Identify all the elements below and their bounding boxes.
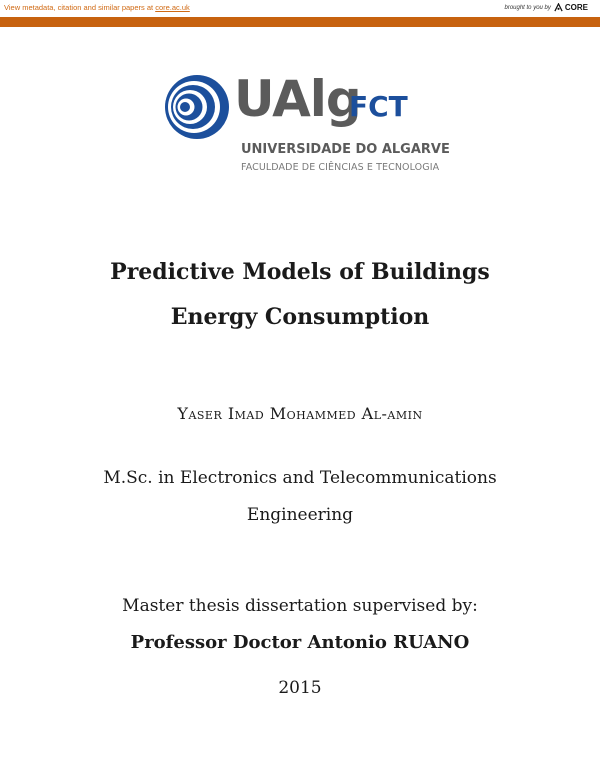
degree-line-2: Engineering (246, 505, 354, 525)
university-logo (164, 70, 450, 178)
author-name: Yaser Imad Mohammed Al-amin (177, 404, 423, 423)
thesis-title-line-1: Predictive Models of Buildings (110, 259, 490, 285)
thesis-title-line-2: Energy Consumption (170, 304, 430, 330)
degree-line-1: M.Sc. in Electronics and Telecommunications (103, 468, 497, 488)
core-logo[interactable] (554, 3, 588, 12)
core-metadata-link[interactable] (4, 3, 190, 12)
brought-to-you-by[interactable] (505, 3, 589, 12)
core-link-prefix: View metadata, citation and similar papers at (4, 3, 156, 12)
logo-university-name: UNIVERSIDADE DO ALGARVE (241, 142, 450, 157)
logo-ualg-text: UAlg (234, 70, 361, 128)
supervisor-name: Professor Doctor Antonio RUANO (130, 632, 470, 653)
ualg-emblem-icon (164, 74, 230, 140)
brought-text: brought to you by (504, 4, 551, 11)
logo-faculty-name: FACULDADE DE CIÊNCIAS E TECNOLOGIA (241, 162, 440, 173)
core-link-text[interactable]: core.ac.uk (155, 3, 190, 12)
logo-fct-text: FCT (349, 90, 408, 123)
thesis-year: 2015 (278, 678, 322, 698)
core-strip (0, 17, 600, 41)
supervision-label: Master thesis dissertation supervised by: (122, 596, 478, 616)
core-brand: CORE (564, 3, 588, 12)
core-icon (554, 3, 563, 12)
provided-by[interactable]: provided by Sapientia (537, 35, 590, 41)
